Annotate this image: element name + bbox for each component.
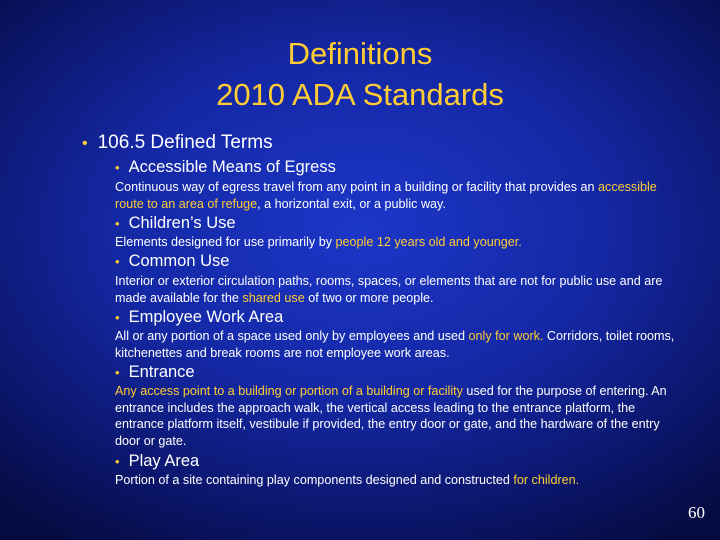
term-entrance bbox=[115, 362, 195, 383]
definition-highlight: people 12 years old and younger. bbox=[335, 235, 522, 249]
bullet-icon: • bbox=[115, 365, 120, 380]
definition-text: , a horizontal exit, or a public way. bbox=[257, 196, 446, 211]
definition-accessible-means-of-egress bbox=[115, 179, 675, 212]
definition-text: Continuous way of egress travel from any point in a building or facility that provides an bbox=[115, 180, 599, 194]
definition-highlight: accessible route to an area of refuge bbox=[115, 180, 657, 211]
bullet-icon: • bbox=[115, 310, 120, 325]
definition-text: All or any portion of a space used only by employees and used bbox=[115, 329, 469, 343]
definition-highlight: only for work. bbox=[468, 329, 544, 343]
definition-common-use bbox=[115, 273, 675, 306]
definition-childrens-use bbox=[115, 234, 675, 251]
term-name: Common Use bbox=[128, 252, 230, 270]
term-name: Children’s Use bbox=[128, 214, 236, 232]
bullet-icon: • bbox=[115, 254, 120, 269]
definition-play-area bbox=[115, 472, 675, 489]
title-line-2: 2010 ADA Standards bbox=[216, 77, 504, 112]
definition-text: used for the purpose of entering. An entrance includes the approach walk, the vertical access leading to the entrance platform, the entrance platform itself, vestibule if provided, the entry door or gate, and the hardware of the entry door or gate. bbox=[115, 384, 667, 448]
term-name: Employee Work Area bbox=[128, 308, 284, 326]
section-heading-text: 106.5 Defined Terms bbox=[97, 132, 273, 153]
term-employee-work-area bbox=[115, 307, 283, 328]
definition-text: Portion of a site containing play components designed and constructed bbox=[115, 473, 514, 487]
definition-text: Elements designed for use primarily by bbox=[115, 235, 336, 249]
definition-highlight: Any access point to a building or portion of a building or facility bbox=[115, 384, 463, 398]
term-name: Entrance bbox=[128, 363, 195, 381]
term-name: Play Area bbox=[128, 452, 200, 470]
term-childrens-use bbox=[115, 213, 236, 234]
definition-employee-work-area bbox=[115, 328, 675, 361]
definition-text: Corridors, toilet rooms, kitchenettes and break rooms are not employee work areas. bbox=[115, 329, 675, 360]
definition-highlight: shared use bbox=[242, 290, 305, 305]
term-name: Accessible Means of Egress bbox=[128, 158, 336, 176]
section-heading bbox=[82, 132, 273, 155]
bullet-icon: • bbox=[115, 454, 120, 469]
bullet-icon: • bbox=[115, 160, 120, 175]
term-accessible-means-of-egress bbox=[115, 157, 336, 178]
definition-text: of two or more people. bbox=[304, 290, 434, 305]
page-number: 60 bbox=[688, 503, 705, 522]
definition-text: Interior or exterior circulation paths, rooms, spaces, or elements that are not for public use and are made available for the bbox=[115, 274, 663, 305]
definition-entrance bbox=[115, 383, 675, 449]
bullet-icon: • bbox=[115, 216, 120, 231]
term-play-area bbox=[115, 451, 199, 472]
title-line-1: Definitions bbox=[287, 36, 433, 71]
term-common-use bbox=[115, 251, 229, 272]
definition-highlight: for children. bbox=[513, 473, 580, 487]
bullet-icon: • bbox=[82, 135, 88, 152]
